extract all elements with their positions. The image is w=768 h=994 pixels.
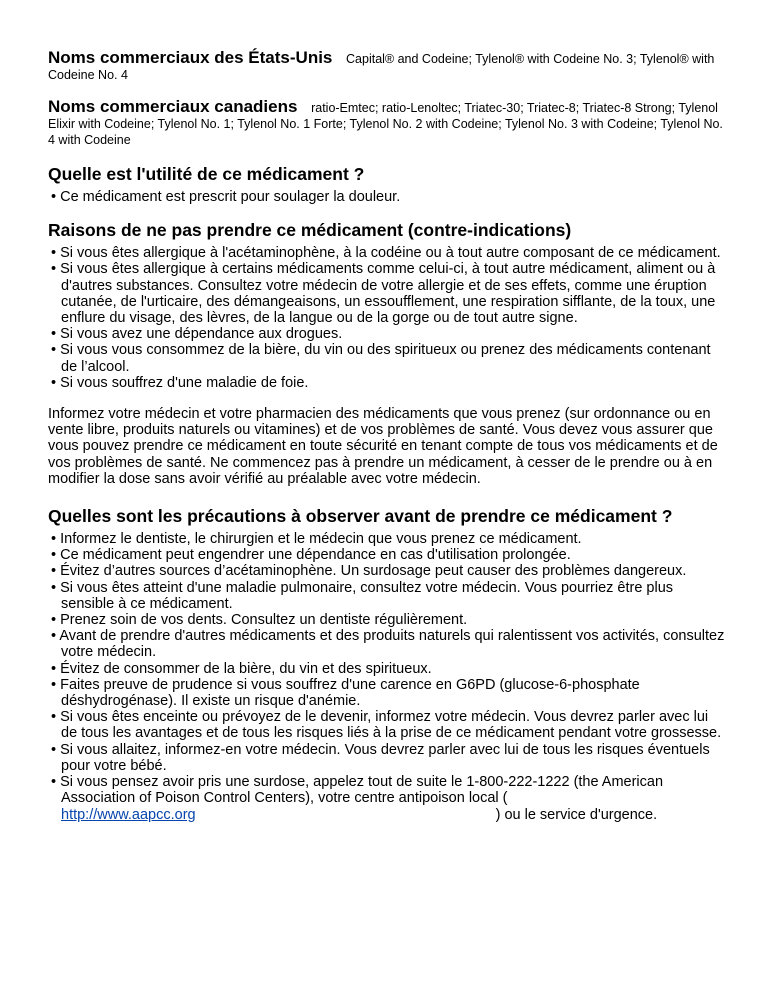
overdose-text-before: Si vous pensez avoir pris une surdose, appelez tout de suite le 1-800-222-1222 (the American Association of Poison Control Centers), votre centre antipoison local ( [60,774,664,807]
list-item: • Si vous êtes enceinte ou prévoyez de le devenir, informez votre médecin. Vous devrez parler avec lui de tous les avantages et de tous les risques liés à la prise de ce médicament pendant votre grossesse. [48,709,728,741]
list-item: • Si vous avez une dépendance aux drogues. [48,326,728,342]
contra-heading: Raisons de ne pas prendre ce médicament (contre-indications) [48,220,572,241]
precautions-list [48,531,728,823]
list-item: • Faites preuve de prudence si vous souffrez d'une carence en G6PD (glucose-6-phosphate déshydrogénase). Il existe un risque d'anémie. [48,677,728,709]
us-names-heading: Noms commerciaux des États-Unis [48,48,333,67]
list-item: • Si vous êtes allergique à certains médicaments comme celui-ci, à tout autre médicament, aliment ou à d'autres substances. Consultez votre médecin de votre allergie et de ses effets, comme une éruption cutanée, de l'urticaire, des démangeaisons, un essoufflement, une respiration sifflante, de la toux, une enflure du visage, des lèvres, de la langue ou de la gorge ou de tout autre signe. [48,261,728,326]
contraindications-section [48,220,728,391]
precautions-heading: Quelles sont les précautions à observer avant de prendre ce médicament ? [48,506,673,527]
list-item: • Avant de prendre d'autres médicaments et des produits naturels qui ralentissent vos activités, consultez votre médecin. [48,628,728,660]
use-section [48,164,728,205]
contra-note: Informez votre médecin et votre pharmacien des médicaments que vous prenez (sur ordonnance ou en vente libre, produits naturels ou vitamines) et de vos problèmes de santé. Vous devez vous assurer que vous pouvez prendre ce médicament en toute sécurité en tenant compte de tous vos médicaments et de vos problèmes de santé. Ne commencez pas à prendre un médicament, à cesser de le prendre ou à en modifier la dose sans avoir vérifié au préalable avec votre médecin. [48,406,718,487]
us-brand-names [48,50,728,83]
list-item: • Ce médicament est prescrit pour soulager la douleur. [48,189,728,205]
overdose-list-item [48,774,728,823]
ca-names-heading: Noms commerciaux canadiens [48,97,298,116]
ca-names-list: ratio-Emtec; ratio-Lenoltec; Triatec-30; Triatec-8; Triatec-8 Strong; Tylenol Elixir with Codeine; Tylenol No. 1; Tylenol No. 1 Forte; Tylenol No. 2 with Codeine; Tylenol No. 3 with Codeine; Tylenol No. 4 with Codeine [48,101,723,147]
list-item: • Ce médicament peut engendrer une dépendance en cas d'utilisation prolongée. [48,547,728,563]
document-page [48,50,728,838]
list-item: • Prenez soin de vos dents. Consultez un dentiste régulièrement. [48,612,728,628]
list-item: • Si vous souffrez d'une maladie de foie. [48,375,728,391]
list-item: • Évitez d’autres sources d’acétaminophène. Un surdosage peut causer des problèmes dangereux. [48,563,728,579]
contra-list [48,245,728,391]
list-item: • Si vous allaitez, informez-en votre médecin. Vous devrez parler avec lui de tous les risques éventuels pour votre bébé. [48,742,728,774]
use-heading: Quelle est l'utilité de ce médicament ? [48,164,365,184]
list-item: • Si vous vous consommez de la bière, du vin ou des spiritueux ou prenez des médicaments contenant de l’alcool. [48,342,728,374]
overdose-text-after: ) ou le service d'urgence. [495,806,658,823]
canadian-brand-names [48,99,728,148]
list-item: • Si vous êtes atteint d'une maladie pulmonaire, consultez votre médecin. Vous pourriez être plus sensible à ce médicament. [48,580,728,612]
list-item: • Informez le dentiste, le chirurgien et le médecin que vous prenez ce médicament. [48,531,728,547]
list-item: • Si vous êtes allergique à l'acétaminophène, à la codéine ou à tout autre composant de ce médicament. [48,245,728,261]
list-item: • Évitez de consommer de la bière, du vin et des spiritueux. [48,661,728,677]
us-names-list: Capital® and Codeine; Tylenol® with Codeine No. 3; Tylenol® with Codeine No. 4 [48,52,715,82]
aapcc-link[interactable]: http://www.aapcc.org [61,806,196,823]
precautions-section [48,506,728,823]
use-list [48,189,728,205]
